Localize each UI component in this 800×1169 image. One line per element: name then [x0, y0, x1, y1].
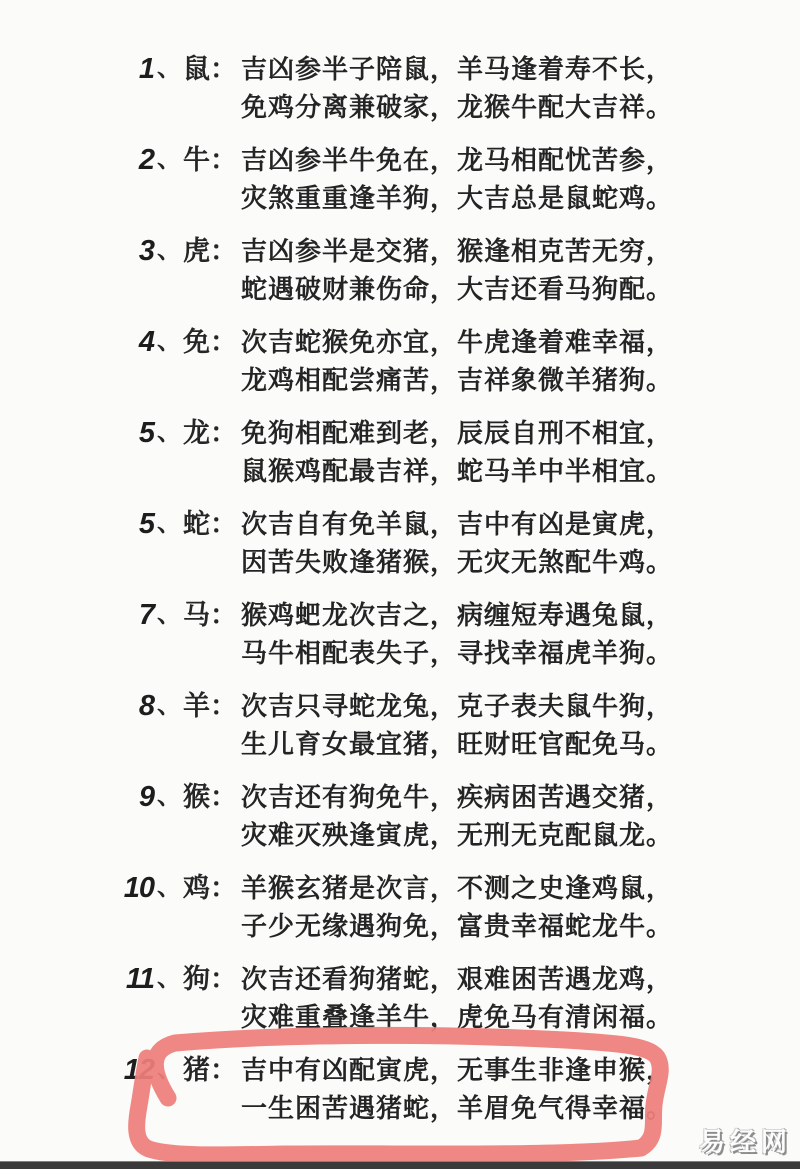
verse-line-2: 免鸡分离兼破家，龙猴牛配大吉祥。: [241, 92, 674, 122]
verse-line-1: 猴鸡蚆龙次吉之，病缠短寿遇兔鼠，: [241, 600, 674, 630]
zodiac-item: [0, 687, 800, 763]
item-number: 12: [123, 1054, 154, 1086]
item-number-column: [0, 232, 183, 308]
verse-lines: [241, 687, 800, 763]
enumeration-separator: 、: [157, 601, 181, 628]
verse-line-2: 生儿育女最宜猪，旺财旺官配免马。: [241, 729, 674, 759]
verse-line-1: 吉凶参半是交猪，猴逢相克苦无穷，: [241, 236, 674, 266]
verse-line-1: 次吉蛇猴免亦宜，牛虎逢着难幸福，: [241, 327, 674, 357]
enumeration-separator: 、: [157, 55, 181, 82]
enumeration-separator: 、: [157, 510, 181, 537]
zodiac-animal-label: 猴：: [183, 782, 237, 812]
item-number: 7: [138, 599, 154, 631]
zodiac-animal-label: 鼠：: [183, 54, 237, 84]
verse-lines: [241, 1051, 800, 1127]
verse-line-1: 吉凶参半牛免在，龙马相配忧苦参，: [241, 145, 674, 175]
zodiac-animal-label: 鸡：: [183, 873, 237, 903]
item-number: 10: [123, 872, 154, 904]
verse-line-2: 灾难重叠逢羊牛，虎免马有清闲福。: [241, 1002, 674, 1032]
verse-line-1: 吉中有凶配寅虎，无事生非逢申猴，: [241, 1055, 674, 1085]
verse-lines: [241, 778, 800, 854]
enumeration-separator: 、: [157, 965, 181, 992]
verse-line-2: 龙鸡相配尝痛苦，吉祥象微羊猪狗。: [241, 365, 674, 395]
zodiac-item: [0, 141, 800, 217]
zodiac-item: [0, 960, 800, 1036]
verse-lines: [241, 141, 800, 217]
zodiac-animal-label: 羊：: [183, 691, 237, 721]
zodiac-animal-label: 牛：: [183, 145, 237, 175]
item-number-column: [0, 50, 183, 126]
item-number-column: [0, 414, 183, 490]
verse-line-1: 免狗相配难到老，辰辰自刑不相宜，: [241, 418, 674, 448]
zodiac-item: [0, 869, 800, 945]
verse-line-2: 一生困苦遇猪蛇，羊眉免气得幸福。: [241, 1093, 674, 1123]
zodiac-item: [0, 596, 800, 672]
enumeration-separator: 、: [157, 419, 181, 446]
verse-lines: [241, 505, 800, 581]
verse-line-1: 羊猴玄猪是次言，不测之史逢鸡鼠，: [241, 873, 674, 903]
item-number-column: [0, 141, 183, 217]
zodiac-animal-label: 猪：: [183, 1055, 237, 1085]
item-number-column: [0, 323, 183, 399]
zodiac-item: [0, 50, 800, 126]
bottom-edge-bar: [0, 1161, 800, 1169]
verse-line-1: 吉凶参半子陪鼠，羊马逢着寿不长，: [241, 54, 674, 84]
item-number-column: [0, 596, 183, 672]
item-number: 11: [125, 963, 154, 995]
item-number: 8: [138, 690, 154, 722]
item-number-column: [0, 869, 183, 945]
zodiac-item: [0, 323, 800, 399]
zodiac-item: [0, 1051, 800, 1127]
zodiac-item: [0, 505, 800, 581]
verse-line-1: 次吉还看狗猪蛇，艰难困苦遇龙鸡，: [241, 964, 674, 994]
zodiac-item: [0, 414, 800, 490]
item-number-column: [0, 1051, 183, 1127]
verse-line-2: 灾煞重重逢羊狗，大吉总是鼠蛇鸡。: [241, 183, 674, 213]
verse-lines: [241, 596, 800, 672]
verse-lines: [241, 414, 800, 490]
item-number: 2: [138, 144, 154, 176]
zodiac-animal-label: 蛇：: [183, 509, 237, 539]
verse-lines: [241, 323, 800, 399]
item-number-column: [0, 687, 183, 763]
item-number: 1: [138, 53, 154, 85]
verse-line-1: 次吉自有免羊鼠，吉中有凶是寅虎，: [241, 509, 674, 539]
verse-lines: [241, 232, 800, 308]
item-number-column: [0, 960, 183, 1036]
enumeration-separator: 、: [157, 874, 181, 901]
zodiac-animal-label: 虎：: [183, 236, 237, 266]
watermark-yijing-net: 易经网: [698, 1127, 792, 1157]
enumeration-separator: 、: [157, 328, 181, 355]
zodiac-animal-label: 龙：: [183, 418, 237, 448]
zodiac-animal-label: 马：: [183, 600, 237, 630]
enumeration-separator: 、: [157, 692, 181, 719]
verse-lines: [241, 960, 800, 1036]
verse-line-2: 鼠猴鸡配最吉祥，蛇马羊中半相宜。: [241, 456, 674, 486]
verse-lines: [241, 50, 800, 126]
zodiac-item: [0, 232, 800, 308]
item-number-column: [0, 778, 183, 854]
verse-line-2: 蛇遇破财兼伤命，大吉还看马狗配。: [241, 274, 674, 304]
zodiac-animal-label: 狗：: [183, 964, 237, 994]
item-number: 4: [138, 326, 154, 358]
enumeration-separator: 、: [157, 146, 181, 173]
verse-line-2: 灾难灭殃逢寅虎，无刑无克配鼠龙。: [241, 820, 674, 850]
verse-line-1: 次吉只寻蛇龙兔，克子表夫鼠牛狗，: [241, 691, 674, 721]
enumeration-separator: 、: [157, 237, 181, 264]
verse-line-1: 次吉还有狗免牛，疾病困苦遇交猪，: [241, 782, 674, 812]
zodiac-item: [0, 778, 800, 854]
zodiac-animal-label: 免：: [183, 327, 237, 357]
verse-line-2: 因苦失败逢猪猴，无灾无煞配牛鸡。: [241, 547, 674, 577]
item-number-column: [0, 505, 183, 581]
item-number: 5: [138, 417, 154, 449]
enumeration-separator: 、: [157, 1056, 181, 1083]
verse-line-2: 子少无缘遇狗免，富贵幸福蛇龙牛。: [241, 911, 674, 941]
enumeration-separator: 、: [157, 783, 181, 810]
item-number: 3: [138, 235, 154, 267]
verse-line-2: 马牛相配表失子，寻找幸福虎羊狗。: [241, 638, 674, 668]
verse-lines: [241, 869, 800, 945]
item-number: 5: [138, 508, 154, 540]
item-number: 9: [138, 781, 154, 813]
